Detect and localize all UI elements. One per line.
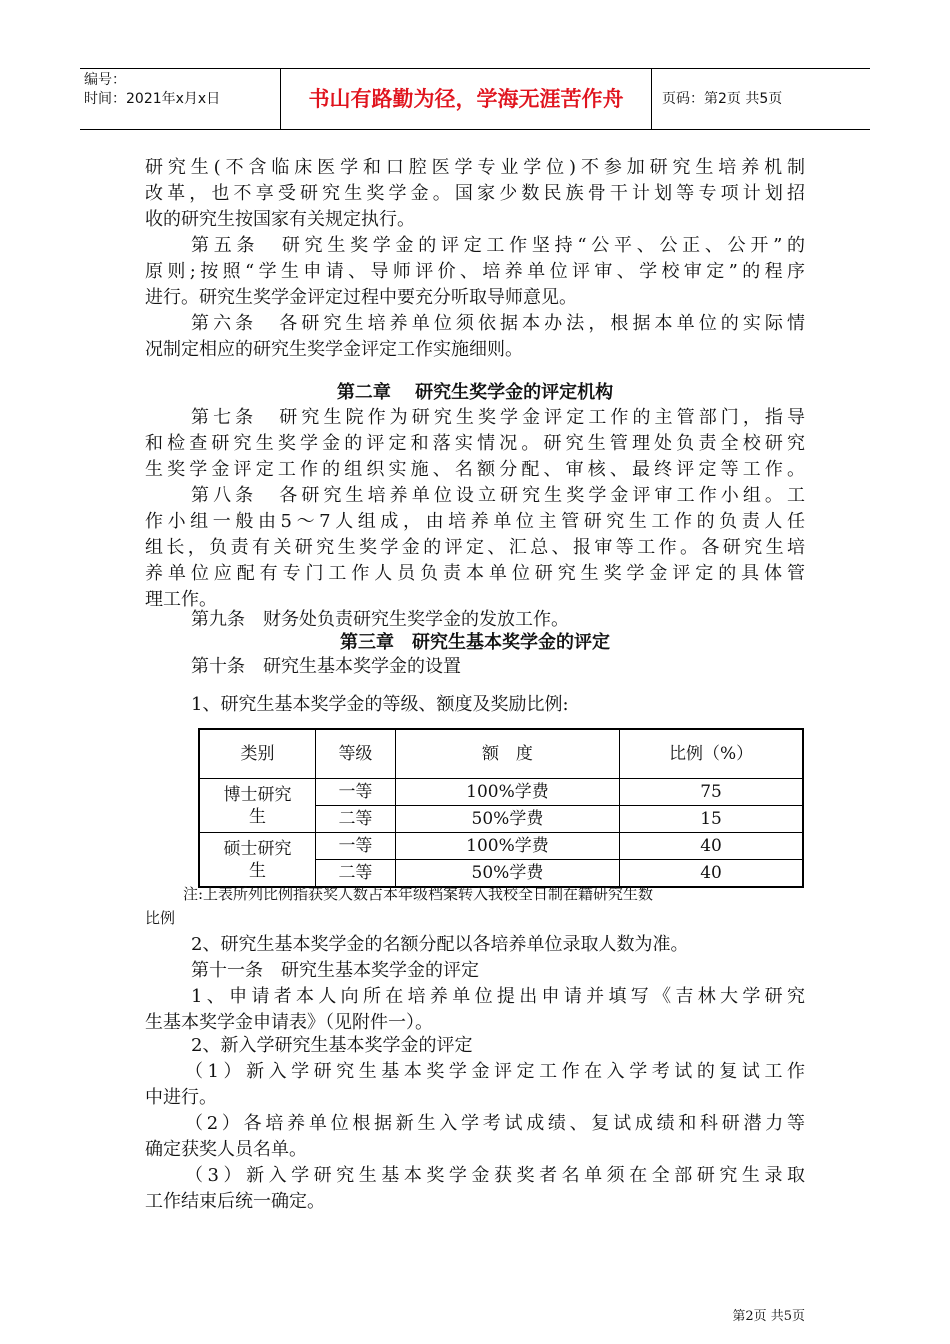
article-7-line: 第七条 研究生院作为研究生奖学金评定工作的主管部门，指导 [191, 407, 805, 428]
article-8-line: 理工作。 [145, 589, 217, 610]
article-8-line: 养单位应配有专门工作人员负责本单位研究生奖学金评定的具体管 [145, 563, 805, 584]
header-meta [80, 69, 281, 129]
table-header-cell: 类别 [199, 729, 316, 779]
scholarship-table [198, 728, 804, 888]
sub-item-1-line: 中进行。 [145, 1087, 217, 1108]
article-8-line: 组长，负责有关研究生奖学金的评定、汇总、报审等工作。各研究生培 [145, 537, 805, 558]
amount-cell: 100%学费 [395, 833, 619, 860]
page-footer: 第2页 共5页 [732, 1309, 805, 1324]
level-cell: 一等 [316, 779, 396, 806]
ratio-cell: 15 [620, 806, 803, 833]
item-1-line: 1、研究生基本奖学金的等级、额度及奖励比例: [191, 694, 569, 715]
paragraph-line: 收的研究生按国家有关规定执行。 [145, 209, 415, 230]
table-row [199, 833, 803, 860]
article-11-line: 第十一条 研究生基本奖学金的评定 [191, 960, 479, 981]
category-text: 生 [249, 860, 267, 881]
ratio-cell: 75 [620, 779, 803, 806]
amount-cell: 50%学费 [395, 806, 619, 833]
table-header-cell: 等级 [316, 729, 396, 779]
table-header-cell: 额 度 [395, 729, 619, 779]
article-8-line: 作小组一般由5～7人组成，由培养单位主管研究生工作的负责人任 [145, 511, 805, 532]
page-header [80, 68, 870, 130]
ratio-cell: 40 [620, 833, 803, 860]
article-10-line: 第十条 研究生基本奖学金的设置 [191, 656, 461, 677]
table-note-line: 比例 [145, 909, 176, 927]
article-5-line: 第五条 研究生奖学金的评定工作坚持“公平、公正、公开”的 [191, 235, 805, 256]
sub-item-3-line: （3）新入学研究生基本奖学金获奖者名单须在全部研究生录取 [185, 1165, 805, 1186]
category-cell [199, 779, 316, 833]
item-2-line: 2、研究生基本奖学金的名额分配以各培养单位录取人数为准。 [191, 934, 689, 955]
article-7-line: 生奖学金评定工作的组织实施、名额分配、审核、最终评定等工作。 [145, 459, 805, 480]
sub-item-2-line: 确定获奖人员名单。 [145, 1139, 307, 1160]
sub-item-2-line: （2）各培养单位根据新生入学考试成绩、复试成绩和科研潜力等 [185, 1113, 805, 1134]
chapter-2-heading: 第二章 研究生奖学金的评定机构 [336, 382, 614, 403]
table-header-row [199, 729, 803, 779]
table-note-line: 注:上表所列比例指获奖人数占本年级档案转入我校全日制在籍研究生数 [183, 885, 654, 903]
level-cell: 二等 [316, 860, 396, 888]
category-text: 博士研究 [223, 784, 292, 805]
article-11-item-2-line: 2、新入学研究生基本奖学金的评定 [191, 1035, 473, 1056]
ratio-cell: 40 [620, 860, 803, 888]
amount-cell: 50%学费 [395, 860, 619, 888]
article-6-line: 第六条 各研究生培养单位须依据本办法，根据本单位的实际情 [191, 313, 805, 334]
category-text: 硕士研究 [223, 838, 292, 859]
chapter-3-heading: 第三章 研究生基本奖学金的评定 [340, 632, 610, 653]
sub-item-1-line: （1）新入学研究生基本奖学金评定工作在入学考试的复试工作 [185, 1061, 805, 1082]
header-motto: 书山有路勤为径，学海无涯苦作舟 [281, 69, 652, 129]
serial-label: 编号： [84, 72, 126, 88]
article-11-item-1-line: 1、申请者本人向所在培养单位提出申请并填写《吉林大学研究 [191, 986, 805, 1007]
article-8-line: 第八条 各研究生培养单位设立研究生奖学金评审工作小组。工 [191, 485, 805, 506]
category-text: 生 [249, 806, 267, 827]
header-page-label: 页码：第2页 共5页 [662, 91, 783, 107]
level-cell: 二等 [316, 806, 396, 833]
amount-cell: 100%学费 [395, 779, 619, 806]
date-label: 时间：2021年x月x日 [84, 91, 221, 107]
paragraph-line: 改革，也不享受研究生奖学金。国家少数民族骨干计划等专项计划招 [145, 183, 805, 204]
article-7-line: 和检查研究生奖学金的评定和落实情况。研究生管理处负责全校研究 [145, 433, 805, 454]
sub-item-3-line: 工作结束后统一确定。 [145, 1191, 325, 1212]
level-cell: 一等 [316, 833, 396, 860]
category-cell [199, 833, 316, 888]
article-9-line: 第九条 财务处负责研究生奖学金的发放工作。 [191, 609, 569, 630]
table-row [199, 779, 803, 806]
article-5-line: 进行。研究生奖学金评定过程中要充分听取导师意见。 [145, 287, 577, 308]
article-11-item-1-line: 生基本奖学金申请表》（见附件一）。 [145, 1012, 433, 1033]
article-5-line: 原则;按照“学生申请、导师评价、培养单位评审、学校审定”的程序 [145, 261, 805, 282]
paragraph-line: 研究生(不含临床医学和口腔医学专业学位)不参加研究生培养机制 [145, 157, 805, 178]
table-header-cell: 比例（%） [620, 729, 803, 779]
article-6-line: 况制定相应的研究生奖学金评定工作实施细则。 [145, 339, 523, 360]
